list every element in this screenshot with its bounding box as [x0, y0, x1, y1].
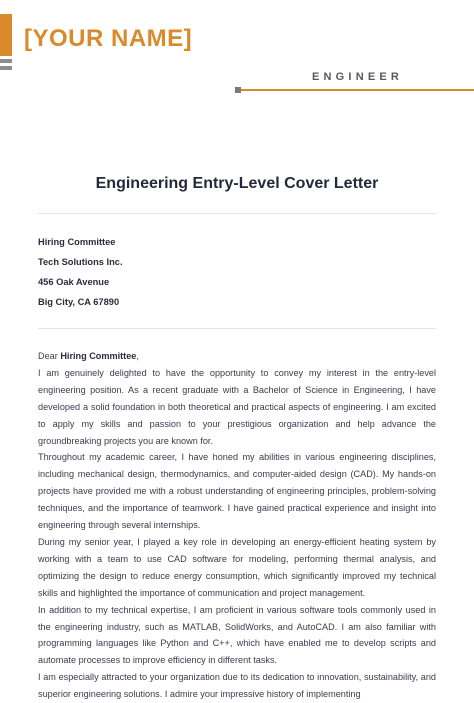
- greeting-punct: ,: [136, 351, 139, 361]
- recipient-line: Hiring Committee: [38, 237, 116, 247]
- greeting-name: Hiring Committee: [60, 351, 137, 361]
- accent-bar: [0, 14, 12, 56]
- salutation: [38, 348, 436, 365]
- letter-paragraph: During my senior year, I played a key role in developing an energy-efficient heating system by working with a team to use CAD software for modeling, performing thermal analysis, and optimizing the design to reduce energy consumption, which significantly improved my technical skills and highlighted the importance of communication and project management.: [38, 536, 436, 598]
- decorative-stripe: [0, 66, 12, 70]
- letter-paragraph: In addition to my technical expertise, I am proficient in various software tools commonly used in the engineering industry, such as MATLAB, SolidWorks, and AutoCAD. I am also familiar with programming languages like Python and C++, which have enabled me to develop scripts and automate processes to improve efficiency in different tasks.: [38, 604, 436, 666]
- header-rule: [241, 89, 474, 91]
- recipient-line: Big City, CA 67890: [38, 297, 120, 307]
- page-title: Engineering Entry-Level Cover Letter: [95, 175, 379, 192]
- job-role: ENGINEER: [312, 71, 404, 83]
- letter-paragraph: Throughout my academic career, I have honed my abilities in various engineering disciplines, including mechanical design, thermodynamics, and computer-aided design (CAD). My hands-on projects have provided me with a robust understanding of engineering principles, problem-solving techniques, and the importance of teamwork. I have gained practical experience and insight into engineering through several internships.: [38, 452, 436, 531]
- letter-body: [38, 348, 436, 703]
- divider: [38, 328, 436, 329]
- letter-paragraph: I am especially attracted to your organization due to its dedication to innovation, sustainability, and superior engineering solutions. I admire your impressive history of implementing: [38, 672, 436, 700]
- applicant-name: [YOUR NAME]: [24, 25, 193, 52]
- decorative-stripe: [0, 59, 12, 63]
- recipient-block: [38, 236, 123, 316]
- recipient-line: 456 Oak Avenue: [38, 277, 110, 287]
- letter-paragraph: I am genuinely delighted to have the opportunity to convey my interest in the entry-level engineering position. As a recent graduate with a Bachelor of Science in Engineering, I have developed a solid foundation in both theoretical and practical aspects of engineering. I am excited to apply my skills and passion to your prestigious organization and help advance the groundbreaking projects you are known for.: [38, 367, 436, 446]
- divider: [38, 213, 436, 214]
- greeting-word: Dear: [38, 351, 58, 361]
- recipient-line: Tech Solutions Inc.: [38, 257, 123, 267]
